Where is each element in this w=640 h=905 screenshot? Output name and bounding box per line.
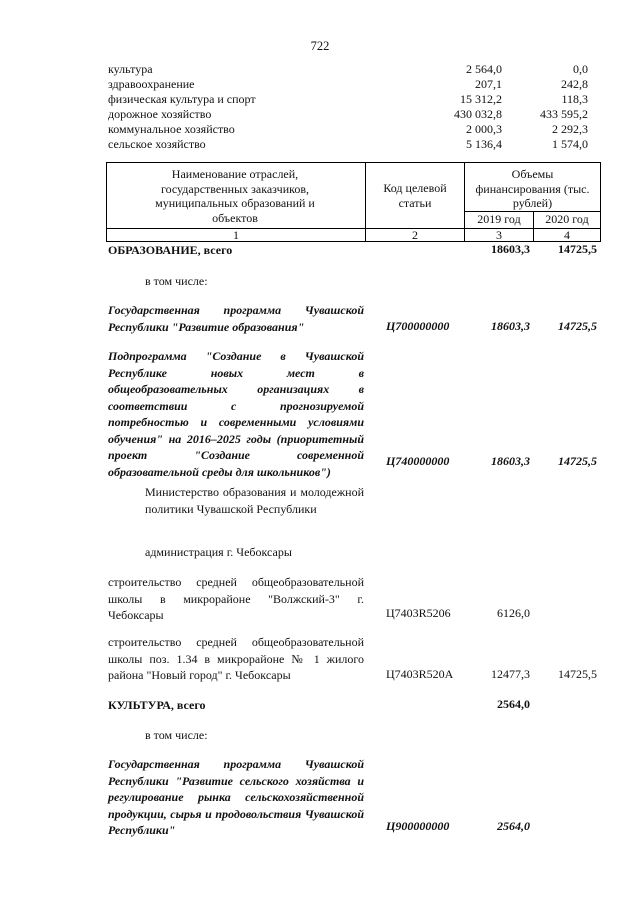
value-2019: 207,1 xyxy=(475,77,502,91)
header-name-column: Наименование отраслей, государственных заказчиков, муниципальных образований и объектов xyxy=(155,167,315,225)
header-year-2020: 2020 год xyxy=(545,212,589,226)
row-code: Ц740000000 xyxy=(386,454,450,468)
ministry-label: Министерство образования и молодежной политики Чувашской Республики xyxy=(145,485,364,516)
row-name: строительство средней общеобразовательной школы поз. 1.34 в микрорайоне № 1 жилого района "Новый город" г. Чебоксары xyxy=(108,635,364,682)
value-2020: 433 595,2 xyxy=(540,107,588,121)
value-2020: 0,0 xyxy=(573,62,588,76)
value-2020: 1 574,0 xyxy=(552,137,588,151)
value-2019: 15 312,2 xyxy=(460,92,502,106)
value-2020: 14725,5 xyxy=(558,454,597,468)
row-name: КУЛЬТУРА, всего xyxy=(108,698,206,712)
list-item xyxy=(108,62,588,76)
sector-name: культура xyxy=(108,62,153,76)
value-2019: 12477,3 xyxy=(491,667,530,681)
header-col-number: 1 xyxy=(233,228,239,242)
header-col-number: 2 xyxy=(412,228,418,242)
value-2019: 6126,0 xyxy=(497,606,530,620)
header-col-number: 4 xyxy=(564,228,570,242)
value-2019: 2 564,0 xyxy=(466,62,502,76)
header-funding-column: Объемы финансирования (тыс. рублей) xyxy=(475,167,590,210)
sector-name: здравоохранение xyxy=(108,77,195,91)
table-border-right xyxy=(600,162,601,242)
value-2020: 14725,5 xyxy=(558,242,597,256)
value-2019: 2564,0 xyxy=(497,819,530,833)
list-item xyxy=(108,107,588,121)
administration-label: администрация г. Чебоксары xyxy=(145,545,292,559)
value-2019: 18603,3 xyxy=(491,454,530,468)
row-name: Подпрограмма "Создание в Чувашской Республике новых мест в общеобразовательных организациях в соответствии с прогнозируемой потребностью и современными условиями обучения" на 2016–2025 годы (приоритетный проект "Создание современной образовательной среды для школьников") xyxy=(108,349,364,479)
header-code-column: Код целевой статьи xyxy=(383,181,447,210)
value-2019: 5 136,4 xyxy=(466,137,502,151)
sector-name: коммунальное хозяйство xyxy=(108,122,235,136)
value-2020: 2 292,3 xyxy=(552,122,588,136)
value-2019: 2564,0 xyxy=(497,697,530,711)
including-label: в том числе: xyxy=(145,274,208,288)
row-code: Ц900000000 xyxy=(386,819,450,833)
list-item xyxy=(108,122,588,136)
list-item xyxy=(108,137,588,151)
sector-name: дорожное хозяйство xyxy=(108,107,212,121)
value-2019: 2 000,3 xyxy=(466,122,502,136)
sector-name: физическая культура и спорт xyxy=(108,92,256,106)
list-item xyxy=(108,77,588,91)
header-year-2019: 2019 год xyxy=(477,212,521,226)
value-2019: 430 032,8 xyxy=(454,107,502,121)
value-2020: 242,8 xyxy=(561,77,588,91)
row-name: Государственная программа Чувашской Республики "Развитие образования" xyxy=(108,303,364,334)
value-2019: 18603,3 xyxy=(491,319,530,333)
page-number: 722 xyxy=(310,39,330,53)
row-name: Государственная программа Чувашской Республики "Развитие сельского хозяйства и регулирование рынка сельскохозяйственной продукции, сырья и продовольствия Чувашской Республики" xyxy=(108,757,364,837)
including-label: в том числе: xyxy=(145,728,208,742)
list-item xyxy=(108,92,588,106)
value-2020: 14725,5 xyxy=(558,319,597,333)
value-2019: 18603,3 xyxy=(491,242,530,256)
row-name: ОБРАЗОВАНИЕ, всего xyxy=(108,243,233,257)
sector-name: сельское хозяйство xyxy=(108,137,206,151)
value-2020: 14725,5 xyxy=(558,667,597,681)
row-code: Ц700000000 xyxy=(386,319,450,333)
value-2020: 118,3 xyxy=(561,92,588,106)
row-code: Ц7403R520А xyxy=(386,667,454,681)
row-name: строительство средней общеобразовательной школы в микрорайоне "Волжский-3" г. Чебоксары xyxy=(108,575,364,622)
row-code: Ц7403R5206 xyxy=(386,606,451,620)
header-col-number: 3 xyxy=(496,228,502,242)
table-border-top xyxy=(106,162,601,163)
